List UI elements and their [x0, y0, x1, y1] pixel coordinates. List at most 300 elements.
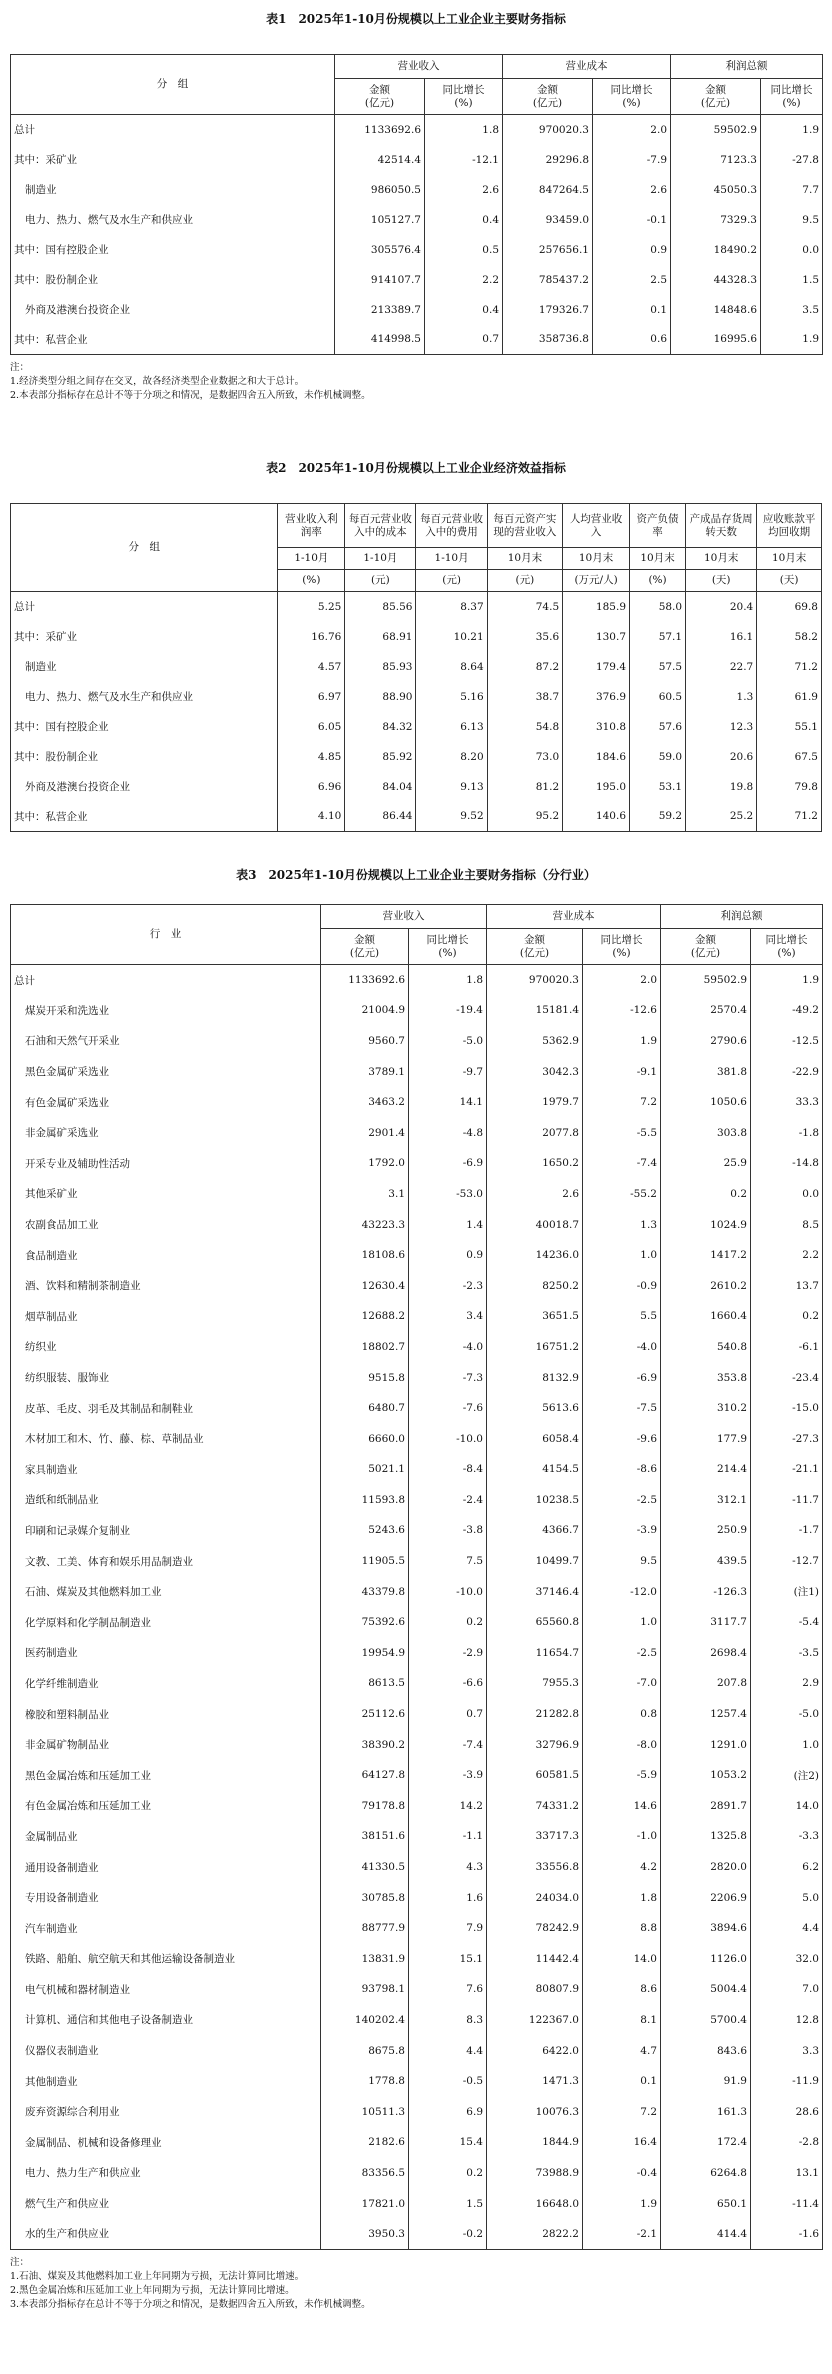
row-label: 石油和天然气开采业	[11, 1026, 321, 1057]
table3-subheader-growth	[751, 929, 823, 965]
table3-title: 表3 2025年1-10月份规模以上工业企业主要财务指标（分行业）	[236, 868, 596, 882]
table-row	[11, 1485, 823, 1516]
table-cell: -7.3	[409, 1362, 487, 1393]
table1-notes	[10, 355, 822, 403]
table-cell: -8.0	[583, 1729, 661, 1760]
table-cell: 13.7	[751, 1270, 823, 1301]
subheader-line: (亿元)	[700, 96, 731, 109]
table-cell: 376.9	[563, 682, 630, 712]
table-cell: 57.5	[630, 652, 686, 682]
row-label: 总计	[11, 965, 321, 996]
table-cell: 2.9	[751, 1668, 823, 1699]
table-cell: 214.4	[661, 1454, 751, 1485]
row-label: 通用设备制造业	[11, 1852, 321, 1883]
table-cell: 2.6	[425, 175, 503, 205]
table-cell: 29296.8	[503, 145, 593, 175]
table-cell: 85.92	[345, 742, 416, 772]
table-row	[11, 995, 823, 1026]
table-cell: 914107.7	[335, 265, 425, 295]
table-row	[11, 295, 823, 325]
table-cell: 8675.8	[321, 2035, 409, 2066]
table-cell: 7123.3	[671, 145, 761, 175]
table-cell: 43379.8	[321, 1576, 409, 1607]
table-cell: 22.7	[686, 652, 757, 682]
table-cell: 95.2	[487, 802, 562, 832]
table-cell: 207.8	[661, 1668, 751, 1699]
table3-subheader-growth	[583, 929, 661, 965]
table2-column-header: 资产负债率	[630, 504, 686, 548]
table-cell: 1844.9	[487, 2127, 583, 2158]
table-cell: 130.7	[563, 622, 630, 652]
table-cell: -4.8	[409, 1117, 487, 1148]
table-cell: 3789.1	[321, 1056, 409, 1087]
table-cell: -5.5	[583, 1117, 661, 1148]
table-cell: -27.8	[761, 145, 823, 175]
table-cell: -1.0	[583, 1821, 661, 1852]
table-cell: 7.6	[409, 1974, 487, 2005]
table-cell: 8.20	[416, 742, 487, 772]
table-row	[11, 1179, 823, 1210]
table-row	[11, 1240, 823, 1271]
table-cell: 1.5	[409, 2188, 487, 2219]
row-label: 其中：采矿业	[11, 145, 335, 175]
table-cell: 5.25	[278, 592, 345, 622]
table-cell: 20.6	[686, 742, 757, 772]
table-cell: 12688.2	[321, 1301, 409, 1332]
table-row	[11, 175, 823, 205]
table-row	[11, 1882, 823, 1913]
row-label: 黑色金属矿采选业	[11, 1056, 321, 1087]
row-label: 黑色金属冶炼和压延加工业	[11, 1760, 321, 1791]
table2-period: 10月末	[686, 548, 757, 570]
table2-period: 10月末	[563, 548, 630, 570]
note-line: 3.本表部分指标存在总计不等于分项之和情况，是数据四舍五入所致，未作机械调整。	[10, 2298, 371, 2310]
table-cell: -21.1	[751, 1454, 823, 1485]
subheader-line: (%)	[454, 96, 473, 109]
table-cell: 1133692.6	[335, 115, 425, 145]
table-row	[11, 205, 823, 235]
table3-header-revenue: 营业收入	[321, 905, 487, 929]
table-cell: 18490.2	[671, 235, 761, 265]
table-cell: 61.9	[757, 682, 822, 712]
subheader-line: 金额	[354, 933, 375, 946]
table-cell: 57.1	[630, 622, 686, 652]
table-row	[11, 2096, 823, 2127]
row-label: 其中：国有控股企业	[11, 712, 278, 742]
table1-title: 表1 2025年1-10月份规模以上工业企业主要财务指标	[266, 12, 566, 26]
table-cell: 14.1	[409, 1087, 487, 1118]
table-cell: -5.4	[751, 1607, 823, 1638]
table-cell: 1.8	[425, 115, 503, 145]
table-cell: 16995.6	[671, 325, 761, 355]
row-label: 食品制造业	[11, 1240, 321, 1271]
table-cell: -2.9	[409, 1638, 487, 1669]
table-cell: 0.2	[751, 1301, 823, 1332]
table-cell: 6264.8	[661, 2158, 751, 2189]
subheader-line: (亿元)	[349, 946, 380, 959]
table-cell: -7.9	[593, 145, 671, 175]
table-cell: 1.8	[409, 965, 487, 996]
row-label: 烟草制品业	[11, 1301, 321, 1332]
table-cell: 1.9	[761, 325, 823, 355]
table-cell: -3.9	[409, 1760, 487, 1791]
table-cell: 42514.4	[335, 145, 425, 175]
table-cell: 4366.7	[487, 1515, 583, 1546]
table-cell: 3894.6	[661, 1913, 751, 1944]
table-cell: 4.57	[278, 652, 345, 682]
table-cell: 3117.7	[661, 1607, 751, 1638]
table-cell: 140.6	[563, 802, 630, 832]
table-cell: 15.4	[409, 2127, 487, 2158]
table-cell: -12.5	[751, 1026, 823, 1057]
table-row	[11, 1944, 823, 1975]
subheader-line: 金额	[695, 933, 716, 946]
table-cell: 11654.7	[487, 1638, 583, 1669]
table-cell: -2.1	[583, 2219, 661, 2250]
table2	[10, 503, 822, 832]
table-cell: -0.5	[409, 2066, 487, 2097]
table-row	[11, 145, 823, 175]
row-label: 煤炭开采和洗选业	[11, 995, 321, 1026]
table-cell: 1257.4	[661, 1699, 751, 1730]
row-label: 其中：采矿业	[11, 622, 278, 652]
table-cell: 0.7	[425, 325, 503, 355]
table-cell: 1.0	[583, 1240, 661, 1271]
table-cell: 4154.5	[487, 1454, 583, 1485]
table-cell: -1.6	[751, 2219, 823, 2250]
table-cell: 843.6	[661, 2035, 751, 2066]
subheader-line: 同比增长	[610, 83, 653, 96]
table-row	[11, 802, 822, 832]
table-row	[11, 1393, 823, 1424]
table-cell: -0.1	[593, 205, 671, 235]
table-cell: 93798.1	[321, 1974, 409, 2005]
table-cell: 1417.2	[661, 1240, 751, 1271]
table-cell: 1660.4	[661, 1301, 751, 1332]
table-cell: 8613.5	[321, 1668, 409, 1699]
table-cell: -6.9	[409, 1148, 487, 1179]
table1-subheader-amount	[335, 79, 425, 115]
table-cell: 91.9	[661, 2066, 751, 2097]
table-cell: 25.9	[661, 1148, 751, 1179]
table-cell: 54.8	[487, 712, 562, 742]
row-label: 纺织业	[11, 1332, 321, 1363]
table-row	[11, 965, 823, 996]
table-cell: 1.9	[583, 1026, 661, 1057]
table-cell: 986050.5	[335, 175, 425, 205]
table-cell: 33717.3	[487, 1821, 583, 1852]
table2-unit: (%)	[630, 570, 686, 592]
table-cell: 18108.6	[321, 1240, 409, 1271]
table-cell: 1291.0	[661, 1729, 751, 1760]
row-label: 印刷和记录媒介复制业	[11, 1515, 321, 1546]
table-cell: 12630.4	[321, 1270, 409, 1301]
table-cell: -1.8	[751, 1117, 823, 1148]
table-cell: 57.6	[630, 712, 686, 742]
table-cell: 93459.0	[503, 205, 593, 235]
table3-notes	[10, 2250, 822, 2312]
table-cell: 16.1	[686, 622, 757, 652]
table-cell: 0.9	[409, 1240, 487, 1271]
table3-group-header: 行 业	[11, 905, 321, 965]
table-cell: 5004.4	[661, 1974, 751, 2005]
table-cell: 8250.2	[487, 1270, 583, 1301]
table-row	[11, 592, 822, 622]
table-cell: -1.7	[751, 1515, 823, 1546]
table-row	[11, 2188, 823, 2219]
table-cell: 59.2	[630, 802, 686, 832]
row-label: 家具制造业	[11, 1454, 321, 1485]
table-cell: 10499.7	[487, 1546, 583, 1577]
table-cell: 5700.4	[661, 2005, 751, 2036]
table-cell: -6.1	[751, 1332, 823, 1363]
subheader-line: (亿元)	[364, 96, 395, 109]
table-cell: (注2)	[751, 1760, 823, 1791]
table-cell: 7.0	[751, 1974, 823, 2005]
table-cell: 44328.3	[671, 265, 761, 295]
table-cell: -53.0	[409, 1179, 487, 1210]
note-line: 1.经济类型分组之间存在交叉，故各经济类型企业数据之和大于总计。	[10, 376, 305, 387]
table-cell: 38.7	[487, 682, 562, 712]
row-label: 非金属矿物制品业	[11, 1729, 321, 1760]
table-row	[11, 1638, 823, 1669]
table-row	[11, 2066, 823, 2097]
table-cell: 8.37	[416, 592, 487, 622]
row-label: 非金属矿采选业	[11, 1117, 321, 1148]
table-cell: 1471.3	[487, 2066, 583, 2097]
table-cell: 8.1	[583, 2005, 661, 2036]
table-cell: 179326.7	[503, 295, 593, 325]
table3-header-profit: 利润总额	[661, 905, 823, 929]
table-cell: 540.8	[661, 1332, 751, 1363]
row-label: 计算机、通信和其他电子设备制造业	[11, 2005, 321, 2036]
table-cell: 32796.9	[487, 1729, 583, 1760]
table-cell: 41330.5	[321, 1852, 409, 1883]
table-cell: 8.5	[751, 1209, 823, 1240]
table-cell: -27.3	[751, 1423, 823, 1454]
table-cell: 17821.0	[321, 2188, 409, 2219]
table1	[10, 54, 823, 355]
table-cell: 7955.3	[487, 1668, 583, 1699]
table-row	[11, 1546, 823, 1577]
table-cell: 2822.2	[487, 2219, 583, 2250]
table-cell: -12.7	[751, 1546, 823, 1577]
subheader-line: 同比增长	[426, 933, 469, 946]
table1-header-profit: 利润总额	[671, 55, 823, 79]
table-cell: 28.6	[751, 2096, 823, 2127]
table-cell: -3.9	[583, 1515, 661, 1546]
table-cell: 1050.6	[661, 1087, 751, 1118]
table-cell: 12.8	[751, 2005, 823, 2036]
table-cell: 0.0	[751, 1179, 823, 1210]
table-cell: 81.2	[487, 772, 562, 802]
row-label: 水的生产和供应业	[11, 2219, 321, 2250]
table2-period: 10月末	[487, 548, 562, 570]
table-cell: 172.4	[661, 2127, 751, 2158]
table2-group-header: 分 组	[11, 504, 278, 592]
row-label: 废弃资源综合利用业	[11, 2096, 321, 2127]
table-cell: 381.8	[661, 1056, 751, 1087]
table-cell: 0.1	[583, 2066, 661, 2097]
row-label: 总计	[11, 115, 335, 145]
table-cell: 177.9	[661, 1423, 751, 1454]
table-row	[11, 1729, 823, 1760]
table-cell: 87.2	[487, 652, 562, 682]
table-cell: -22.9	[751, 1056, 823, 1087]
table-row	[11, 1148, 823, 1179]
row-label: 农副食品加工业	[11, 1209, 321, 1240]
table-cell: 140202.4	[321, 2005, 409, 2036]
row-label: 有色金属冶炼和压延加工业	[11, 1791, 321, 1822]
table-cell: 21282.8	[487, 1699, 583, 1730]
row-label: 金属制品业	[11, 1821, 321, 1852]
table-cell: 0.7	[409, 1699, 487, 1730]
table-cell: 60581.5	[487, 1760, 583, 1791]
table-row	[11, 1607, 823, 1638]
table-cell: 14.6	[583, 1791, 661, 1822]
note-line: 2.黑色金属冶炼和压延加工业上年同期为亏损，无法计算同比增速。	[10, 2284, 295, 2296]
table-cell: 6.05	[278, 712, 345, 742]
table-cell: 0.6	[593, 325, 671, 355]
table-cell: 18802.7	[321, 1332, 409, 1363]
table-cell: 59502.9	[671, 115, 761, 145]
table-cell: -6.9	[583, 1362, 661, 1393]
table2-period: 1-10月	[416, 548, 487, 570]
table-cell: 86.44	[345, 802, 416, 832]
table-cell: 37146.4	[487, 1576, 583, 1607]
table-cell: 16751.2	[487, 1332, 583, 1363]
table-cell: 257656.1	[503, 235, 593, 265]
table2-column-header: 产成品存货周转天数	[686, 504, 757, 548]
table-cell: 79.8	[757, 772, 822, 802]
table-cell: 353.8	[661, 1362, 751, 1393]
table-row	[11, 1270, 823, 1301]
table-cell: 16648.0	[487, 2188, 583, 2219]
table-cell: 13831.9	[321, 1944, 409, 1975]
table-cell: 7.2	[583, 1087, 661, 1118]
table-cell: 0.1	[593, 295, 671, 325]
table-cell: (注1)	[751, 1576, 823, 1607]
table-cell: -55.2	[583, 1179, 661, 1210]
table-cell: -12.0	[583, 1576, 661, 1607]
row-label: 专用设备制造业	[11, 1882, 321, 1913]
table1-subheader-growth	[425, 79, 503, 115]
table-cell: 71.2	[757, 802, 822, 832]
table-cell: 3463.2	[321, 1087, 409, 1118]
table-row	[11, 1576, 823, 1607]
table-cell: 4.3	[409, 1852, 487, 1883]
table-cell: -12.1	[425, 145, 503, 175]
row-label: 化学纤维制造业	[11, 1668, 321, 1699]
table-cell: 32.0	[751, 1944, 823, 1975]
table-cell: 1.9	[583, 2188, 661, 2219]
table-cell: -4.0	[409, 1332, 487, 1363]
table-cell: 1.9	[761, 115, 823, 145]
table-cell: 6.13	[416, 712, 487, 742]
table-cell: 74331.2	[487, 1791, 583, 1822]
table-cell: 35.6	[487, 622, 562, 652]
table-cell: 105127.7	[335, 205, 425, 235]
table-cell: -9.7	[409, 1056, 487, 1087]
row-label: 电力、热力、燃气及水生产和供应业	[11, 205, 335, 235]
table-cell: 5362.9	[487, 1026, 583, 1057]
subheader-line: 金额	[524, 933, 545, 946]
table1-header-cost: 营业成本	[503, 55, 671, 79]
table-cell: 785437.2	[503, 265, 593, 295]
subheader-line: (亿元)	[532, 96, 563, 109]
table-cell: 1.9	[751, 965, 823, 996]
table-row	[11, 1974, 823, 2005]
table-cell: 847264.5	[503, 175, 593, 205]
table-cell: 1126.0	[661, 1944, 751, 1975]
table-cell: 24034.0	[487, 1882, 583, 1913]
table-cell: 7.9	[409, 1913, 487, 1944]
table-cell: 0.4	[425, 295, 503, 325]
row-label: 金属制品、机械和设备修理业	[11, 2127, 321, 2158]
table-cell: 43223.3	[321, 1209, 409, 1240]
table-row	[11, 1056, 823, 1087]
table-cell: 85.56	[345, 592, 416, 622]
table-cell: 0.0	[761, 235, 823, 265]
table-cell: 650.1	[661, 2188, 751, 2219]
table-cell: 161.3	[661, 2096, 751, 2127]
table-cell: -49.2	[751, 995, 823, 1026]
table-cell: 1133692.6	[321, 965, 409, 996]
table-cell: 1.6	[409, 1882, 487, 1913]
table-row	[11, 2005, 823, 2036]
table3	[10, 904, 823, 2250]
table-cell: -8.6	[583, 1454, 661, 1485]
table-cell: 14.0	[583, 1944, 661, 1975]
table-cell: 25112.6	[321, 1699, 409, 1730]
table-cell: 1792.0	[321, 1148, 409, 1179]
table-cell: 19954.9	[321, 1638, 409, 1669]
table-cell: 19.8	[686, 772, 757, 802]
table-cell: 1053.2	[661, 1760, 751, 1791]
table-cell: -6.6	[409, 1668, 487, 1699]
subheader-line: (亿元)	[690, 946, 721, 959]
table-cell: 3042.3	[487, 1056, 583, 1087]
row-label: 其中：私营企业	[11, 325, 335, 355]
table-cell: 10076.3	[487, 2096, 583, 2127]
table-cell: 10.21	[416, 622, 487, 652]
subheader-line: 金额	[537, 83, 558, 96]
table-row	[11, 1087, 823, 1118]
table-cell: 13.1	[751, 2158, 823, 2189]
table-cell: 59.0	[630, 742, 686, 772]
table-cell: 213389.7	[335, 295, 425, 325]
table-row	[11, 1699, 823, 1730]
table-cell: 67.5	[757, 742, 822, 772]
row-label: 其中：股份制企业	[11, 742, 278, 772]
table-row	[11, 2035, 823, 2066]
table-cell: 73.0	[487, 742, 562, 772]
table-cell: -1.1	[409, 1821, 487, 1852]
table-cell: 2077.8	[487, 1117, 583, 1148]
table-cell: 88.90	[345, 682, 416, 712]
row-label: 电力、热力、燃气及水生产和供应业	[11, 682, 278, 712]
table-cell: -9.1	[583, 1056, 661, 1087]
subheader-line: 同比增长	[442, 83, 485, 96]
row-label: 有色金属矿采选业	[11, 1087, 321, 1118]
table-cell: -0.2	[409, 2219, 487, 2250]
table-cell: 16.76	[278, 622, 345, 652]
table2-column-header: 营业收入利润率	[278, 504, 345, 548]
table-cell: 0.2	[661, 1179, 751, 1210]
table-cell: 1024.9	[661, 1209, 751, 1240]
table2-column-header: 应收账款平均回收期	[757, 504, 822, 548]
table-row	[11, 1454, 823, 1485]
